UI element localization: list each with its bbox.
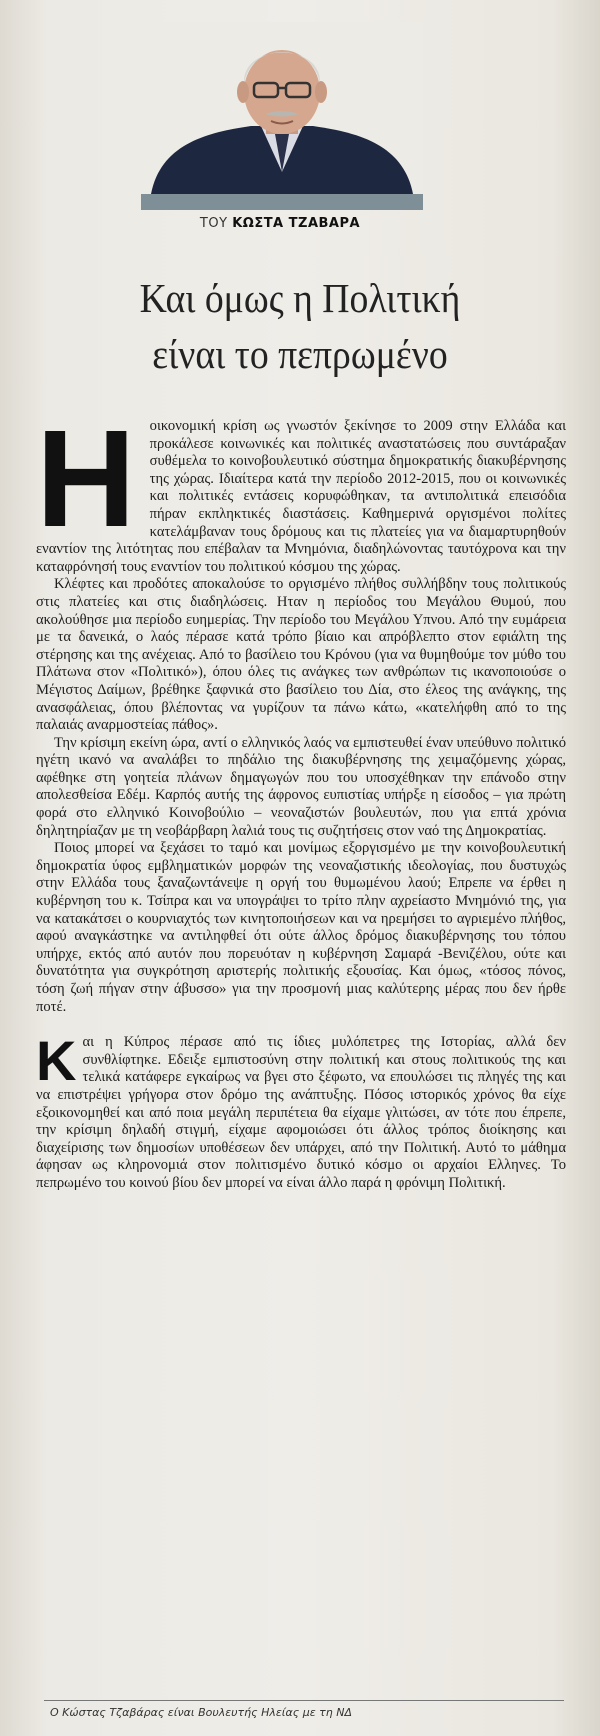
author-photo bbox=[141, 22, 423, 210]
drop-cap-k: Κ bbox=[36, 1029, 77, 1093]
byline-author-name: ΚΩΣΤΑ ΤΖΑΒΑΡΑ bbox=[232, 216, 361, 231]
byline bbox=[0, 216, 560, 231]
drop-cap-h: Η bbox=[36, 402, 136, 556]
article-paragraph-4: Ποιος μπορεί να ξεχάσει το ταμό και μονίμως εξοργισμένο με την κοινοβουλευτική δημοκρατία ύφος εμβληματικών μορφών της νεοναζιστικής ιδεολογίας, που δυστυχώς στην Ελλάδα τους ξαναζωντάνεψε η οργή του θυμωμένου λαού; Επρεπε να έρθει η κυβέρνηση του κ. Τσίπρα και να υπογράψει το τρίτο πλην αχρείαστο Μνημόνιό της, για να κατακάτσει ο κουρνιαχτός των κινητοποιήσεων και να ηρεμήσει το αγριεμένο πλήθος, αφού αναγκάστηκε να αντιληφθεί ότι ούτε άλλος δρόμος διακυβέρνησης του τόπου υπήρχε, εκτός από αυτόν που πορευόταν η κυβέρνηση Σαμαρά -Βενιζέλου, ούτε και δυνατότητα για συγκρότηση αριστερής πολιτικής εξουσίας. Και όμως, «τόσος πόνος, τόση ζωή πήγαν στην άβυσσο» για την προσμονή μιας καλύτερης μέρας που δεν ήρθε ποτέ. bbox=[36, 840, 566, 1015]
headline-line-1: Και όμως η Πολιτική bbox=[139, 275, 461, 321]
byline-prefix: ΤΟΥ bbox=[199, 216, 228, 231]
headline-line-2: είναι το πεπρωμένο bbox=[152, 331, 448, 377]
headline bbox=[61, 270, 539, 382]
paragraph-5-text: αι η Κύπρος πέρασε από τις ίδιες μυλόπετρες της Ιστορίας, αλλά δεν συνθλίφτηκε. Εδειξε εμπιστοσύνη στην πολιτική και στους πολιτικούς της και τελικά κατάφερε εγκαίρως να βγει στο ξέφωτο, να επουλώσει τις πληγές της και να επιστρέψει γρήγορα στον δρόμο της ανάπτυξης. Πόσος ιστορικός χρόνος θα είχε εξοικονομηθεί και από ποια μεγάλη περιπέτεια θα είχαμε γλιτώσει, αν τότε που έπρεπε, την κρίσιμη δηλαδή στιγμή, είχαμε αφομοιώσει ότι άλλος τρόπος διοίκησης και διαχείρισης των δημοσίων υποθέσεων δεν υπάρχει, από την Πολιτική. Αυτό το μάθημα άφησαν ως κληρονομιά στον πολιτισμένο δυτικό κόσμο οι αρχαίοι Ελληνες. Το πεπρωμένο του κοινού βίου δεν μπορεί να είναι άλλο παρά η φρόνιμη Πολιτική. bbox=[36, 1034, 566, 1191]
article-paragraph-2: Κλέφτες και προδότες αποκαλούσε το οργισμένο πλήθος συλλήβδην τους πολιτικούς στις πλατείες και στις διαδηλώσεις. Ηταν η περίοδος του Μεγάλου Θυμού, που ακολούθησε μια περίοδο ευημερίας. Την περίοδο του Μεγάλου Υπνου. Από την ευμάρεια με τα δανεικά, ο λαός πέρασε κατά τρόπο βίαιο και απρόβλεπτο στον εφιάλτη της στέρησης και της ανέχειας. Από το βασίλειο του Κρόνου (για να θυμηθούμε τον μύθο του Πλάτωνα στον «Πολιτικό»), όπου όλες τις ανάγκες των ανθρώπων τις ικανοποιούσε ο Μέγιστος Δαίμων, βρέθηκε ξαφνικά στο βασίλειο του Δία, στο έλεος της ανάγκης, της ανασφάλειας, όπου βλέποντας να γυρίζουν τα πάνω κάτω, «κατελήφθη από το της παλαιάς αναρμοστείας πάθος». bbox=[36, 576, 566, 734]
article-body bbox=[36, 402, 566, 1193]
article-paragraph-1 bbox=[36, 402, 566, 576]
article-paragraph-3: Την κρίσιμη εκείνη ώρα, αντί ο ελληνικός λαός να εμπιστευθεί έναν υπεύθυνο πολιτικό ηγέτη ικανό να αναλάβει το πηδάλιο της διακυβέρνησης της χειμαζόμενης χώρας, αφέθηκε στη γοητεία πλάνων δημαγωγών που του υποσχέθηκαν την επάνοδο στην απολεσθείσα Εδέμ. Καρπός αυτής της άφρονος ευπιστίας υπήρξε η είσοδος – για πρώτη φορά στο ελληνικό Κοινοβούλιο – νεοναζιστών βουλευτών, που για επτά χρόνια δηλητηρίαζαν με τη νεοβάρβαρη λαλιά τους τις συζητήσεις στον ναό της Δημοκρατίας. bbox=[36, 734, 566, 839]
paragraph-1-text: οικονομική κρίση ως γνωστόν ξεκίνησε το 2009 στην Ελλάδα και προκάλεσε κοινωνικές και πολιτικές αναστατώσεις που συντάραξαν συθέμελα το κοινοβουλευτικό σύστημα δημοκρατικής διακυβέρνησης της χώρας. Ιδιαίτερα κατά την περίοδο 2012-2015, που οι κοινωνικές και πολιτικές εντάσεις κορυφώθηκαν, τα αντιπολιτικά επεισόδια πήραν εκπληκτικές διαστάσεις. Καθημερινά οργισμένοι πολίτες κατελάμβαναν τους δρόμους και τις πλατείες για να διαμαρτυρηθούν εναντίον της λιτότητας που επέβαλαν τα Μνημόνια, διαδηλώνοντας ταυτόχρονα και την καταφρόνησή τους εναντίον του πολιτικού κόσμου της χώρας. bbox=[36, 418, 566, 575]
footer-divider bbox=[44, 1700, 564, 1701]
article-paragraph-5 bbox=[36, 1029, 566, 1192]
author-note: Ο Κώστας Τζαβάρας είναι Βουλευτής Ηλείας με τη ΝΔ bbox=[50, 1706, 353, 1719]
